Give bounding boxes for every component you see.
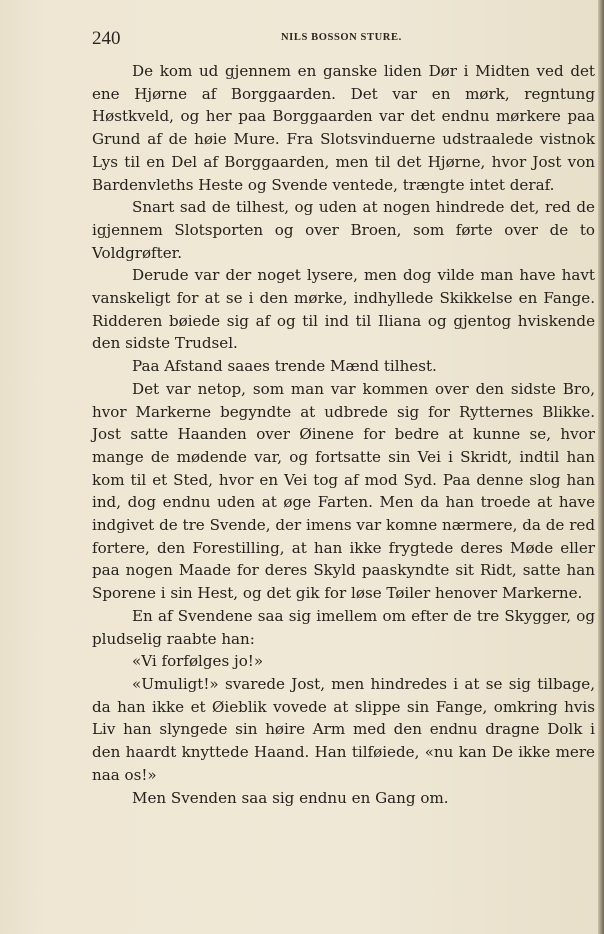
body-text: [92, 60, 595, 809]
page-header: [92, 26, 596, 50]
paragraph: Men Svenden saa sig endnu en Gang om.: [132, 788, 449, 807]
page-number: 240: [92, 28, 121, 49]
page-edge: [598, 0, 604, 934]
paragraph: «Vi forfølges jo!»: [132, 652, 264, 671]
running-head: NILS BOSSON STURE.: [281, 32, 402, 43]
paragraph: De kom ud gjennem en ganske liden Dør i Midten ved det ene Hjørne af Borggaarden. Det var en mørk, regntung Høstkveld, og her paa Borggaarden var det endnu mørkere paa Grund af de høie Mure. Fra Slotsvinduerne udstraalede vistnok Lys til en Del af Borggaarden, men til det Hjørne, hvor Jost von Bardenvleths Heste og Svende ventede, trængte intet deraf.: [92, 62, 595, 194]
paragraph: Snart sad de tilhest, og uden at nogen hindrede det, red de igjennem Slotsporten og over Broen, som førte over de to Voldgrøfter.: [92, 198, 595, 262]
paragraph: «Umuligt!» svarede Jost, men hindredes i at se sig tilbage, da han ikke et Øieblik vovede at slippe sin Fange, omkring hvis Liv han slyngede sin høire Arm med den endnu dragne Dolk i den haardt knyttede Haand. Han tilføiede, «nu kan De ikke mere naa os!»: [92, 674, 595, 784]
paragraph: Paa Afstand saaes trende Mænd tilhest.: [132, 357, 437, 376]
paragraph: En af Svendene saa sig imellem om efter de tre Skygger, og pludselig raabte han:: [92, 606, 595, 648]
paragraph: Derude var der noget lysere, men dog vilde man have havt vanskeligt for at se i den mørke, indhyllede Skikkelse en Fange. Ridderen bøiede sig af og til ind til Iliana og gjentog hviskende den sidste Trudsel.: [92, 266, 595, 353]
paragraph: Det var netop, som man var kommen over den sidste Bro, hvor Markerne begyndte at udbrede sig for Rytternes Blikke. Jost satte Haanden over Øinene for bedre at kunne se, hvor mange de mødende var, og fortsatte sin Vei i Skridt, indtil han kom til et Sted, hvor en Vei tog af mod Syd. Paa denne slog han ind, dog endnu uden at øge Farten. Men da han troede at have indgivet de tre Svende, der imens var komne nærmere, da de red fortere, den Forestilling, at han ikke frygtede deres Møde eller paa nogen Maade for deres Skyld paaskyndte sit Ridt, satte han Sporene i sin Hest, og det gik for løse Tøiler henover Markerne.: [92, 379, 595, 603]
